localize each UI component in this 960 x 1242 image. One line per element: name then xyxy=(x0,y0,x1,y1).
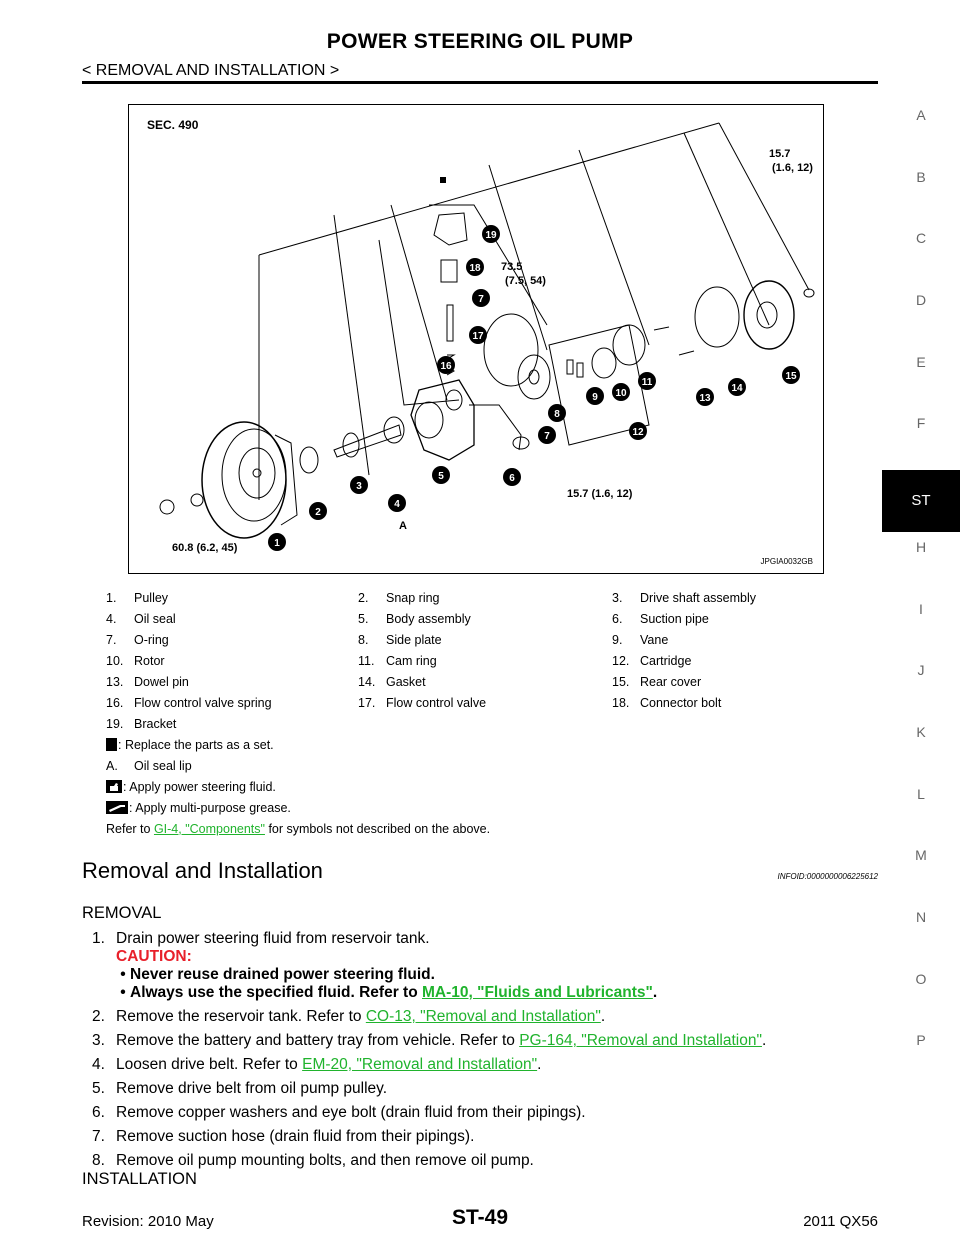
step-3-text: Remove the battery and battery tray from vehicle. Refer to xyxy=(116,1032,520,1049)
legend-label: Body assembly xyxy=(386,611,471,626)
caution-2-suffix: . xyxy=(652,984,658,1001)
torque-rear-cover: 15.7 xyxy=(769,148,791,160)
legend-label: Bracket xyxy=(134,716,177,731)
legend-num: 7. xyxy=(106,632,117,647)
legend-row xyxy=(106,671,866,692)
gi-4-components-link[interactable]: GI-4, "Components" xyxy=(153,821,265,836)
callout-14: 14 xyxy=(731,383,743,394)
index-tab-d[interactable]: D xyxy=(915,292,927,309)
index-tab-e[interactable]: E xyxy=(916,353,926,370)
index-tab-a[interactable]: A xyxy=(916,107,926,123)
legend-label: Flow control valve spring xyxy=(134,695,272,710)
step-4-text: Loosen drive belt. Refer to xyxy=(116,1056,303,1073)
page-number: ST-49 xyxy=(451,1206,509,1229)
legend-label: Cam ring xyxy=(386,653,437,668)
caution-1-text: Never reuse drained power steering fluid. xyxy=(130,966,435,983)
legend-num: 10. xyxy=(106,653,124,668)
callout-18: 18 xyxy=(469,263,481,274)
step-7-text: Remove suction hose (drain fluid from their pipings). xyxy=(116,1128,475,1145)
torque-connector: 73.5 xyxy=(501,261,523,273)
caution-2-text: Always use the specified fluid. Refer to xyxy=(130,984,422,1001)
index-tab-j[interactable]: J xyxy=(917,662,925,679)
legend-num: 3. xyxy=(612,590,623,605)
legend-num: A. xyxy=(106,758,118,773)
caution-label: CAUTION: xyxy=(116,948,192,965)
legend-num: 18. xyxy=(612,695,630,710)
legend-label: Rotor xyxy=(134,653,165,668)
index-tab-k[interactable]: K xyxy=(916,723,926,740)
step-2-text: Remove the reservoir tank. Refer to xyxy=(116,1008,366,1025)
legend-row xyxy=(106,650,866,671)
step-1-text: Drain power steering fluid from reservoir tank. xyxy=(116,930,430,947)
step-5-text: Remove drive belt from oil pump pulley. xyxy=(116,1080,388,1097)
pg-164-link[interactable]: PG-164, "Removal and Installation" xyxy=(519,1032,762,1049)
list-item: 8. Remove oil pump mounting bolts, and then remove oil pump. xyxy=(92,1152,534,1169)
legend-label: Suction pipe xyxy=(640,611,709,626)
callout-9: 9 xyxy=(592,392,598,403)
legend-num: 9. xyxy=(612,632,623,647)
caution-item: • Always use the specified fluid. Refer to MA-10, "Fluids and Lubricants". xyxy=(120,984,658,1001)
callout-16: 16 xyxy=(440,361,452,372)
legend-label: Flow control valve xyxy=(386,695,487,710)
exploded-view-drawing xyxy=(129,105,823,573)
index-tab-l[interactable]: L xyxy=(917,785,925,802)
legend-num: 13. xyxy=(106,674,124,689)
torque-rear-cover-sub: (1.6, 12) xyxy=(772,162,813,174)
callout-19: 19 xyxy=(485,230,497,241)
legend-row xyxy=(106,608,866,629)
legend-label: Connector bolt xyxy=(640,695,722,710)
list-item: 7. Remove suction hose (drain fluid from their pipings). xyxy=(92,1128,475,1145)
list-item: 2. Remove the reservoir tank. Refer to CO-13, "Removal and Installation". xyxy=(92,1008,606,1025)
callout-6: 6 xyxy=(509,473,515,484)
index-tab-m[interactable]: M xyxy=(915,847,927,864)
list-item: 4. Loosen drive belt. Refer to EM-20, "Removal and Installation". xyxy=(92,1056,542,1073)
torque-suction: 15.7 (1.6, 12) xyxy=(567,488,633,500)
step-8-text: Remove oil pump mounting bolts, and then remove oil pump. xyxy=(116,1152,534,1169)
legend-num: 2. xyxy=(358,590,369,605)
index-tab-n[interactable]: N xyxy=(915,908,927,925)
installation-heading: INSTALLATION xyxy=(82,1170,197,1188)
callout-3: 3 xyxy=(356,481,362,492)
list-item: 5. Remove drive belt from oil pump pulley. xyxy=(92,1080,388,1097)
replace-set-text: : Replace the parts as a set. xyxy=(118,737,274,752)
legend-label: Oil seal xyxy=(134,611,176,626)
index-tab-c[interactable]: C xyxy=(915,230,927,247)
removal-heading: REMOVAL xyxy=(82,904,162,922)
callout-11: 11 xyxy=(641,377,653,388)
legend-num: 5. xyxy=(358,611,369,626)
legend-label: Cartridge xyxy=(640,653,692,668)
callout-13: 13 xyxy=(699,393,711,404)
refer-prefix: Refer to xyxy=(106,821,151,836)
legend-label: O-ring xyxy=(134,632,169,647)
legend-row xyxy=(106,755,866,776)
legend-label: Oil seal lip xyxy=(134,758,192,773)
torque-connector-sub: (7.5, 54) xyxy=(505,275,546,287)
legend-label: Vane xyxy=(640,632,669,647)
legend-num: 17. xyxy=(358,695,376,710)
legend-label: Rear cover xyxy=(640,674,702,689)
legend-num: 11. xyxy=(358,653,375,668)
callout-5: 5 xyxy=(438,471,444,482)
callout-10: 10 xyxy=(615,388,627,399)
legend-num: 8. xyxy=(358,632,369,647)
legend-row xyxy=(106,713,866,734)
co-13-link[interactable]: CO-13, "Removal and Installation" xyxy=(365,1008,601,1025)
figure-id: JPGIA0032GB xyxy=(760,557,813,566)
info-id: INFOID:0000000006225612 xyxy=(777,872,878,881)
oil-seal-lip-label: A xyxy=(399,520,407,532)
callout-12: 12 xyxy=(632,427,644,438)
callout-1: 1 xyxy=(274,538,280,549)
legend-label: Side plate xyxy=(386,632,442,647)
legend-num: 15. xyxy=(612,674,630,689)
refer-note xyxy=(106,818,866,839)
section-number: SEC. 490 xyxy=(147,118,199,132)
legend-num: 16. xyxy=(106,695,124,710)
legend-num: 1. xyxy=(106,590,117,605)
oil-can-icon xyxy=(106,780,122,793)
grease-icon xyxy=(106,801,128,814)
replace-set-note xyxy=(106,734,866,755)
caution-item: • Never reuse drained power steering fluid. xyxy=(120,966,435,983)
legend-row xyxy=(106,629,866,650)
grease-note xyxy=(106,797,866,818)
breadcrumb: < REMOVAL AND INSTALLATION > xyxy=(82,62,340,79)
legend-row xyxy=(106,692,866,713)
list-item: 3. Remove the battery and battery tray from vehicle. Refer to PG-164, "Removal and Installation". xyxy=(92,1032,767,1049)
callout-17: 17 xyxy=(472,331,484,342)
legend-label: Dowel pin xyxy=(134,674,189,689)
list-item: 1. Drain power steering fluid from reservoir tank. CAUTION: • Never reuse drained power steering fluid. • Always use the specified fluid. Refer to MA-10, "Fluids and Lubricants". xyxy=(92,930,658,1001)
callout-7b: 7 xyxy=(478,294,484,305)
legend-num: 14. xyxy=(358,674,376,689)
legend-num: 12. xyxy=(612,653,630,668)
legend-num: 19. xyxy=(106,716,124,731)
page-title: POWER STEERING OIL PUMP xyxy=(326,30,634,53)
torque-pulley: 60.8 (6.2, 45) xyxy=(172,542,238,554)
index-tab-st-active[interactable]: ST xyxy=(882,470,960,532)
legend-num: 6. xyxy=(612,611,623,626)
callout-15: 15 xyxy=(785,371,797,382)
model: 2011 QX56 xyxy=(803,1213,878,1230)
legend-label: Snap ring xyxy=(386,590,440,605)
refer-suffix: for symbols not described on the above. xyxy=(268,821,491,836)
removal-steps xyxy=(92,930,882,1176)
index-tab-b[interactable]: B xyxy=(916,168,926,185)
index-tab-o[interactable]: O xyxy=(915,970,927,987)
legend-label: Pulley xyxy=(134,590,169,605)
legend-row xyxy=(106,587,866,608)
grease-note-text: : Apply multi-purpose grease. xyxy=(129,800,291,815)
legend-num: 4. xyxy=(106,611,117,626)
callout-7: 7 xyxy=(544,431,550,442)
step-6-text: Remove copper washers and eye bolt (drain fluid from their pipings). xyxy=(116,1104,586,1121)
index-tab-h[interactable]: H xyxy=(915,538,927,555)
fluid-note-text: : Apply power steering fluid. xyxy=(123,779,276,794)
index-tab-i[interactable]: I xyxy=(919,600,923,617)
list-item: 6. Remove copper washers and eye bolt (drain fluid from their pipings). xyxy=(92,1104,586,1121)
revision: Revision: 2010 May xyxy=(82,1213,214,1230)
header-rule xyxy=(82,81,878,84)
replace-set-icon xyxy=(106,738,117,751)
section-title: Removal and Installation xyxy=(82,858,323,883)
index-tab-p[interactable]: P xyxy=(916,1032,926,1049)
legend-label: Drive shaft assembly xyxy=(640,590,757,605)
callout-8: 8 xyxy=(554,409,560,420)
fluid-note xyxy=(106,776,866,797)
section-index-tabs xyxy=(882,100,960,1087)
ma-10-fluids-link[interactable]: MA-10, "Fluids and Lubricants" xyxy=(422,984,653,1001)
index-tab-f[interactable]: F xyxy=(916,415,926,432)
legend-label: Gasket xyxy=(386,674,426,689)
callout-2: 2 xyxy=(315,507,321,518)
callout-4: 4 xyxy=(394,499,400,510)
parts-legend xyxy=(106,587,866,839)
em-20-link[interactable]: EM-20, "Removal and Installation" xyxy=(302,1056,538,1073)
exploded-view-diagram xyxy=(128,104,824,574)
